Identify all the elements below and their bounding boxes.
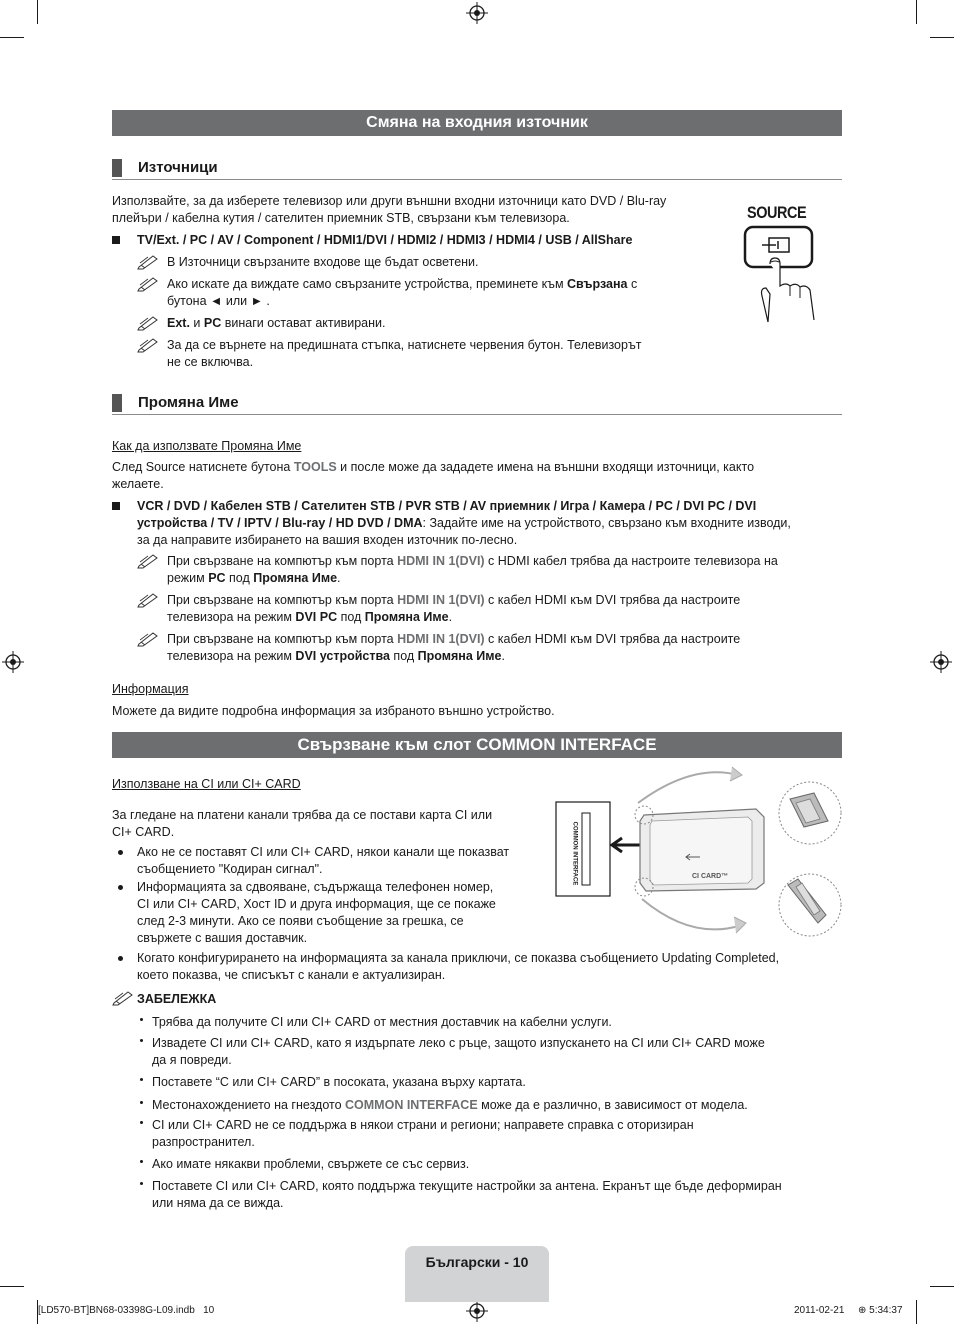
- note-item: да я повреди.: [152, 1053, 232, 1067]
- small-bullet: [140, 1018, 143, 1021]
- ci-illustration-drawing: [552, 765, 844, 940]
- text-part: Местонахождението на гнездото: [152, 1098, 346, 1112]
- note-part: телевизора на режим: [167, 610, 296, 624]
- crop-mark: [916, 1300, 917, 1324]
- note-bold: Промяна Име: [253, 571, 338, 585]
- page-number-tab: [405, 1246, 549, 1302]
- note-text: [167, 315, 385, 332]
- source-remote-label: SOURCE: [747, 203, 807, 222]
- note-item: [152, 1097, 748, 1114]
- registration-mark-icon: [2, 651, 24, 673]
- small-bullet: [140, 1078, 143, 1081]
- note-text: [167, 592, 740, 609]
- crop-mark: [0, 1286, 24, 1287]
- device-list: за да направите избирането на вашия входен източник по-лесно.: [137, 533, 518, 547]
- note-text: За да се върнете на предишната стъпка, натиснете червения бутон. Телевизорът: [167, 338, 642, 352]
- footer-file: [LD570-BT]BN68-03398G-L09.indb 10: [38, 1305, 215, 1316]
- note-part: режим: [167, 571, 209, 585]
- note-text: [167, 609, 452, 626]
- bullet: [118, 850, 123, 855]
- note-item: Ако имате някакви проблеми, свържете се със сервиз.: [152, 1157, 470, 1171]
- paragraph: [112, 459, 754, 476]
- bullet-text: след 2-3 минути. Ако се появи съобщение за грешка, се: [137, 914, 464, 928]
- bullet-text: Информацията за сдвояване, съдържаща телефонен номер,: [137, 880, 494, 894]
- info-heading: Информация: [112, 682, 189, 696]
- paragraph: Използвайте, за да изберете телевизор или други външни входни източници като DVD / Blu-ray: [112, 194, 667, 208]
- usage-heading: Използване на CI или CI+ CARD: [112, 777, 301, 791]
- note-part: телевизора на режим: [167, 649, 296, 663]
- note-pencil-icon: [137, 315, 159, 331]
- note-pencil-icon: [137, 553, 159, 569]
- small-bullet: [140, 1039, 143, 1042]
- note-item: разпространител.: [152, 1135, 255, 1149]
- tools-keyword: TOOLS: [293, 460, 337, 474]
- page-label: Български - 10: [425, 1254, 529, 1270]
- note-bold: Ext.: [167, 316, 190, 330]
- crop-mark: [0, 37, 24, 38]
- footer-date: 2011-02-21: [794, 1305, 845, 1316]
- note-item: или няма да се вижда.: [152, 1196, 284, 1210]
- paragraph: За гледане на платени канали трябва да се постави карта CI или: [112, 808, 493, 822]
- bullet: [118, 885, 123, 890]
- text-part: и после може да зададете имена на външни входящи източници, както: [336, 460, 755, 474]
- note-part: .: [448, 610, 453, 624]
- device-list-bold: устройства / TV / IPTV / Blu-ray / HD DVD / DMA: [137, 516, 423, 530]
- note-part: Ако искате да виждате само свързаните устройства, преминете към: [167, 277, 568, 291]
- small-bullet: [140, 1121, 143, 1124]
- note-part: При свързване на компютър към порта: [167, 593, 398, 607]
- note-text: В Източници свързаните входове ще бъдат осветени.: [167, 255, 479, 269]
- common-interface-keyword: COMMON INTERFACE: [345, 1098, 478, 1112]
- note-part: под: [389, 649, 418, 663]
- bullet-text: свържете с вашия доставчик.: [137, 931, 308, 945]
- section-title: Смяна на входния източник: [112, 110, 842, 136]
- footer-time: ⊕ 5:34:37: [858, 1305, 903, 1316]
- note-part: и: [189, 316, 204, 330]
- note-bold: DVI устройства: [295, 649, 390, 663]
- note-item: Поставете CI или CI+ CARD, която поддържа текущите настройки за антена. Екранът ще бъде деформиран: [152, 1179, 782, 1193]
- small-bullet: [140, 1101, 143, 1104]
- section-title: Свързване към слот COMMON INTERFACE: [112, 732, 842, 758]
- note-heading: ЗАБЕЛЕЖКА: [137, 992, 217, 1006]
- note-text: [167, 570, 341, 587]
- device-list-text: : Задайте име на устройството, свързано към входните изводи,: [422, 516, 791, 530]
- note-pencil-icon: [112, 990, 134, 1006]
- note-bold: Промяна Име: [364, 610, 449, 624]
- note-bold: DVI PC: [295, 610, 338, 624]
- device-list: [137, 515, 791, 532]
- note-item: Извадете CI или CI+ CARD, като я издърпате леко с ръце, защото изпускането на CI или CI+ CARD може: [152, 1036, 765, 1050]
- common-interface-slot-label: [570, 809, 578, 889]
- note-item: Трябва да получите CI или CI+ CARD от местния доставчик на кабелни услуги.: [152, 1015, 612, 1029]
- note-part: .: [337, 571, 341, 585]
- note-text: бутона ◄ или ► .: [167, 294, 270, 308]
- note-text: [167, 631, 740, 648]
- subsection-heading: Източници: [138, 159, 218, 176]
- crop-mark: [930, 1286, 954, 1287]
- note-bold: PC: [203, 316, 222, 330]
- subsection-rename: [112, 392, 842, 415]
- registration-mark-icon: [930, 651, 952, 673]
- paragraph: желаете.: [112, 477, 164, 491]
- note-pencil-icon: [137, 276, 159, 292]
- note-part: с кабел HDMI към DVI трябва да настроите: [484, 593, 741, 607]
- bullet-text: Ако не се поставят CI или CI+ CARD, някои канали ще показват: [137, 845, 510, 859]
- note-part: под: [337, 610, 365, 624]
- note-part: с: [627, 277, 638, 291]
- note-pencil-icon: [137, 254, 159, 270]
- bullet-text: което показва, че списъкът с канали е актуализиран.: [137, 968, 446, 982]
- note-item: CI или CI+ CARD не се поддържа в някои страни и региони; направете справка с оторизиран: [152, 1118, 694, 1132]
- square-bullet: [112, 236, 120, 244]
- note-text: [167, 648, 505, 665]
- bullet-text: Когато конфигурирането на информацията за канала приключи, се показва съобщението Updating Completed,: [137, 951, 780, 965]
- port-name: HDMI IN 1(DVI): [397, 593, 485, 607]
- note-part: винаги остават активирани.: [221, 316, 386, 330]
- note-pencil-icon: [137, 337, 159, 353]
- note-text: [167, 553, 778, 570]
- note-text: [167, 276, 637, 293]
- note-part: с кабел HDMI към DVI трябва да настроите: [484, 632, 741, 646]
- howto-heading: Как да използвате Промяна Име: [112, 439, 302, 453]
- note-part: При свързване на компютър към порта: [167, 632, 398, 646]
- registration-mark-icon: [466, 2, 488, 24]
- ci-card-label: CI CARD™: [692, 873, 729, 880]
- note-bold: Промяна Име: [417, 649, 502, 663]
- small-bullet: [140, 1160, 143, 1163]
- note-part: под: [225, 571, 254, 585]
- note-part: При свързване на компютър към порта: [167, 554, 398, 568]
- paragraph: CI+ CARD.: [112, 825, 175, 839]
- subsection-heading: Промяна Име: [138, 394, 239, 411]
- crop-mark: [930, 37, 954, 38]
- heading-bar: [112, 159, 122, 177]
- bullet-text: CI или CI+ CARD, Хост ID и друга информация, ще се покаже: [137, 897, 496, 911]
- source-list: TV/Ext. / PC / AV / Component / HDMI1/DVI / HDMI2 / HDMI3 / HDMI4 / USB / AllShare: [137, 233, 633, 247]
- registration-mark-icon: [466, 1300, 488, 1322]
- note-text: не се включва.: [167, 355, 254, 369]
- text-part: След Source натиснете бутона: [112, 460, 294, 474]
- crop-mark: [37, 0, 38, 24]
- source-button-hand-icon: [740, 224, 820, 324]
- note-pencil-icon: [137, 631, 159, 647]
- paragraph: Можете да видите подробна информация за избраното външно устройство.: [112, 704, 555, 718]
- note-part: .: [501, 649, 505, 663]
- crop-mark: [916, 0, 917, 24]
- note-item: Поставете “C или CI+ CARD” в посоката, указана върху картата.: [152, 1075, 526, 1089]
- bullet: [118, 956, 123, 961]
- note-bold: PC: [208, 571, 226, 585]
- slot-label-text: COMMON INTERFACE: [571, 821, 578, 886]
- note-bold: Свързана: [567, 277, 628, 291]
- note-part: с HDMI кабел трябва да настроите телевизора на: [484, 554, 778, 568]
- subsection-sources: [112, 157, 842, 180]
- heading-bar: [112, 394, 122, 412]
- text-part: може да е различно, в зависимост от модела.: [477, 1098, 748, 1112]
- square-bullet: [112, 502, 120, 510]
- note-pencil-icon: [137, 592, 159, 608]
- ci-card-illustration: [552, 765, 844, 940]
- small-bullet: [140, 1182, 143, 1185]
- port-name: HDMI IN 1(DVI): [397, 554, 485, 568]
- device-list: VCR / DVD / Кабелен STB / Сателитен STB / PVR STB / AV приемник / Игра / Камера / PC / DVI PC / DVI: [137, 499, 757, 513]
- paragraph: плейъри / кабелна кутия / сателитен приемник STB, свързани към телевизора.: [112, 211, 570, 225]
- bullet-text: съобщението "Кодиран сигнал".: [137, 862, 323, 876]
- port-name: HDMI IN 1(DVI): [397, 632, 485, 646]
